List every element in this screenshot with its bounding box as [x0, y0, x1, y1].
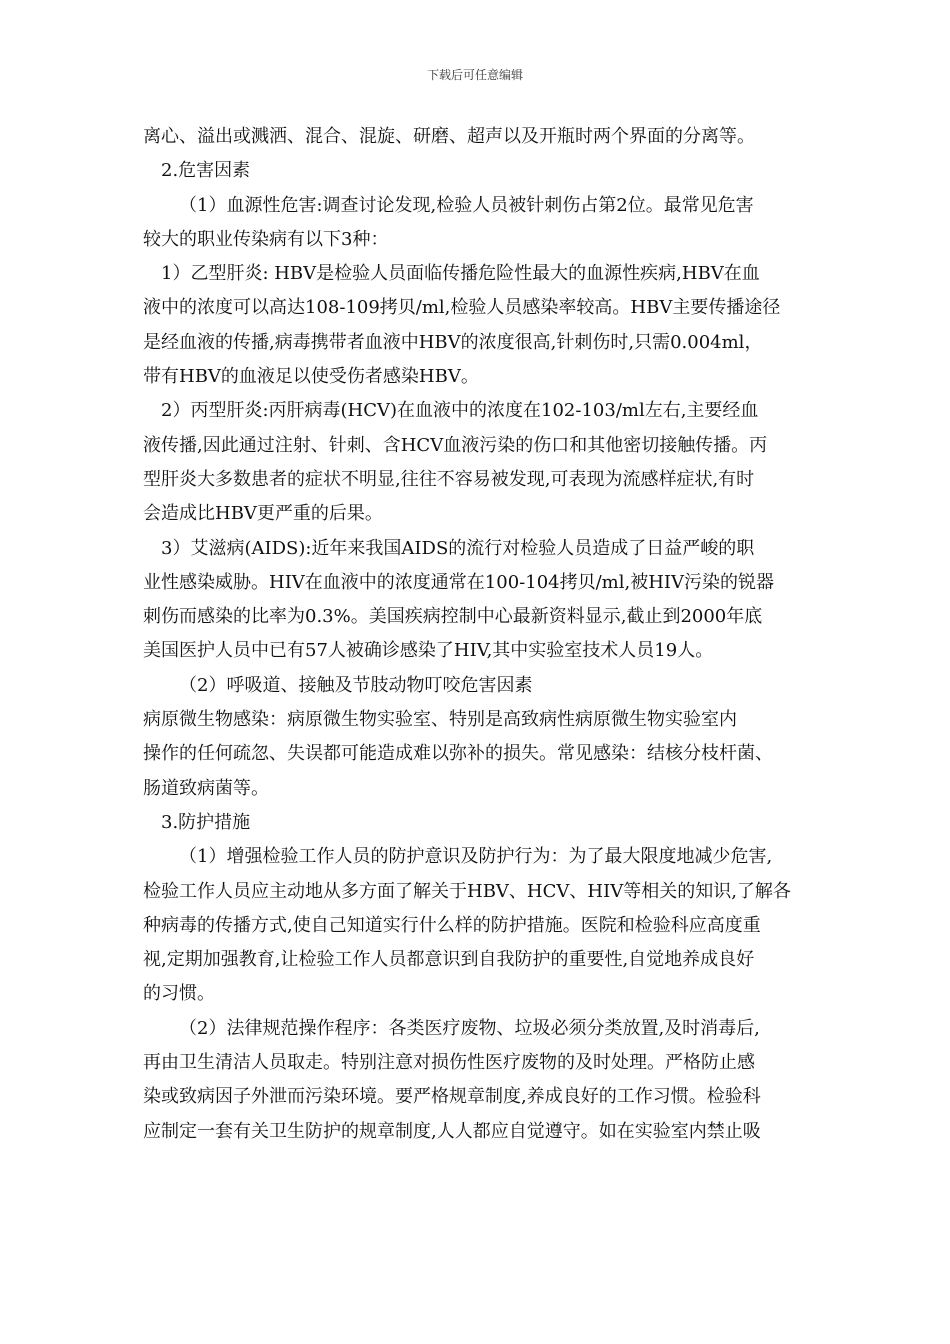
text-line: 较大的职业传染病有以下3种： [143, 228, 389, 250]
text-line: 染或致病因子外泄而污染环境。要严格规章制度,养成良好的工作习惯。检验科 [143, 1086, 761, 1108]
text-line: 液传播,因此通过注射、针刺、含HCV血液污染的伤口和其他密切接触传播。丙 [143, 434, 768, 456]
text-line: 的习惯。 [143, 983, 215, 1005]
subsection-heading: （2）法律规范操作程序：各类医疗废物、垃圾必须分类放置,及时消毒后, [179, 1017, 760, 1039]
text-line: 业性感染威胁。HIV在血液中的浓度通常在100-104拷贝/ml,被HIV污染的锐器 [143, 571, 775, 593]
section-heading: 2.危害因素 [161, 160, 251, 182]
text-line: 型肝炎大多数患者的症状不明显,往往不容易被发现,可表现为流感样症状,有时 [143, 468, 755, 490]
subsection-heading: （2）呼吸道、接触及节肢动物叮咬危害因素 [179, 674, 533, 696]
section-heading: 3.防护措施 [161, 811, 251, 833]
document-body [143, 120, 815, 1149]
text-line: 操作的任何疏忽、失误都可能造成难以弥补的损失。常见感染：结核分枝杆菌、 [143, 743, 773, 765]
text-line: 应制定一套有关卫生防护的规章制度,人人都应自觉遵守。如在实验室内禁止吸 [143, 1120, 761, 1142]
list-item: 2）丙型肝炎:丙肝病毒(HCV)在血液中的浓度在102-103/ml左右,主要经血 [161, 400, 759, 422]
text-line: 美国医护人员中已有57人被确诊感染了HIV,其中实验室技术人员19人。 [143, 640, 714, 662]
subsection-heading: （1）增强检验工作人员的防护意识及防护行为：为了最大限度地减少危害, [179, 846, 773, 868]
text-line: 会造成比HBV更严重的后果。 [143, 503, 383, 525]
text-line: 带有HBV的血液足以使受伤者感染HBV。 [143, 366, 479, 388]
text-line: 液中的浓度可以高达108-109拷贝/ml,检验人员感染率较高。HBV主要传播途径 [143, 297, 781, 319]
text-line: 视,定期加强教育,让检验工作人员都意识到自我防护的重要性,自觉地养成良好 [143, 949, 755, 971]
list-item: 3）艾滋病(AIDS):近年来我国AIDS的流行对检验人员造成了日益严峻的职 [161, 537, 755, 559]
text-line: 是经血液的传播,病毒携带者血液中HBV的浓度很高,针刺伤时,只需0.004ml， [143, 331, 763, 353]
text-line: 离心、溢出或溅洒、混合、混旋、研磨、超声以及开瓶时两个界面的分离等。 [143, 126, 755, 147]
list-item: 1）乙型肝炎: HBV是检验人员面临传播危险性最大的血源性疾病,HBV在血 [161, 263, 760, 285]
text-line: 检验工作人员应主动地从多方面了解关于HBV、HCV、HIV等相关的知识,了解各 [143, 880, 791, 902]
text-line: 种病毒的传播方式,使自己知道实行什么样的防护措施。医院和检验科应高度重 [143, 914, 761, 936]
text-line: 再由卫生清洁人员取走。特别注意对损伤性医疗废物的及时处理。严格防止感 [143, 1052, 755, 1074]
text-line: 刺伤而感染的比率为0.3%。美国疾病控制中心最新资料显示,截止到2000年底 [143, 606, 763, 628]
text-line: 肠道致病菌等。 [143, 777, 269, 799]
subsection-heading: （1）血源性危害:调查讨论发现,检验人员被针刺伤占第2位。最常见危害 [179, 194, 754, 216]
text-line: 病原微生物感染：病原微生物实验室、特别是高致病性病原微生物实验室内 [143, 709, 737, 731]
page-header: 下载后可任意编辑 [426, 68, 523, 82]
